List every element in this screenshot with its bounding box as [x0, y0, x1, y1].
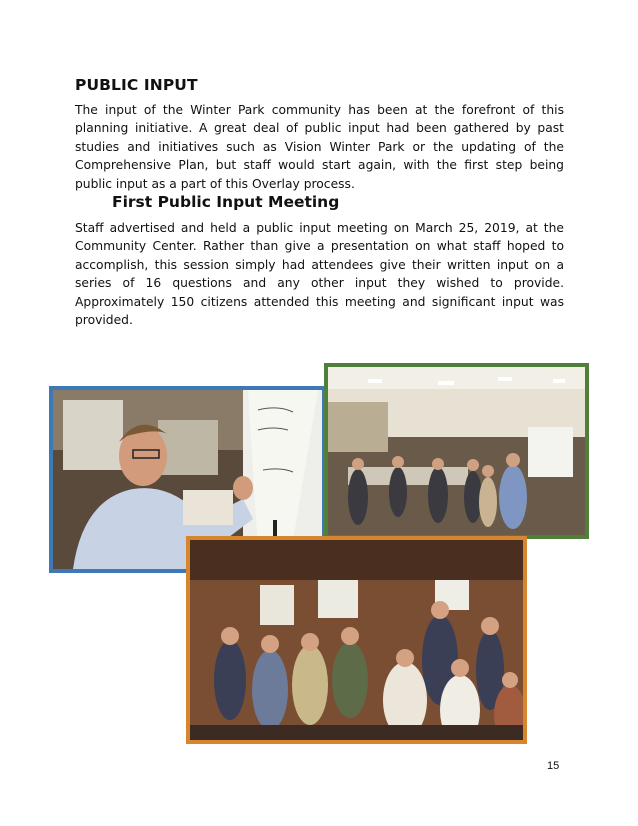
subsection-heading: First Public Input Meeting	[112, 193, 340, 211]
section-heading: PUBLIC INPUT	[75, 76, 198, 94]
section-paragraph: The input of the Winter Park community has been at the forefront of this planning initiative. A great deal of public input had been gathered by past studies and initiatives such as Vision Winter Park or the updating of the Comprehensive Plan, but staff would start again, with the first step being public input as a part of this Overlay process.	[75, 103, 564, 191]
page-number: 15	[547, 760, 560, 772]
photo-group-discussion	[186, 536, 527, 744]
subsection-paragraph: Staff advertised and held a public input meeting on March 25, 2019, at the Community Center. Rather than give a presentation on what staff hoped to accomplish, this session simply had attendees give their written input on a series of 16 questions and any other input they wished to provide. Approximately 150 citizens attended this meeting and significant input was provided.	[75, 221, 564, 328]
photo-community-center-crowd	[324, 363, 589, 539]
